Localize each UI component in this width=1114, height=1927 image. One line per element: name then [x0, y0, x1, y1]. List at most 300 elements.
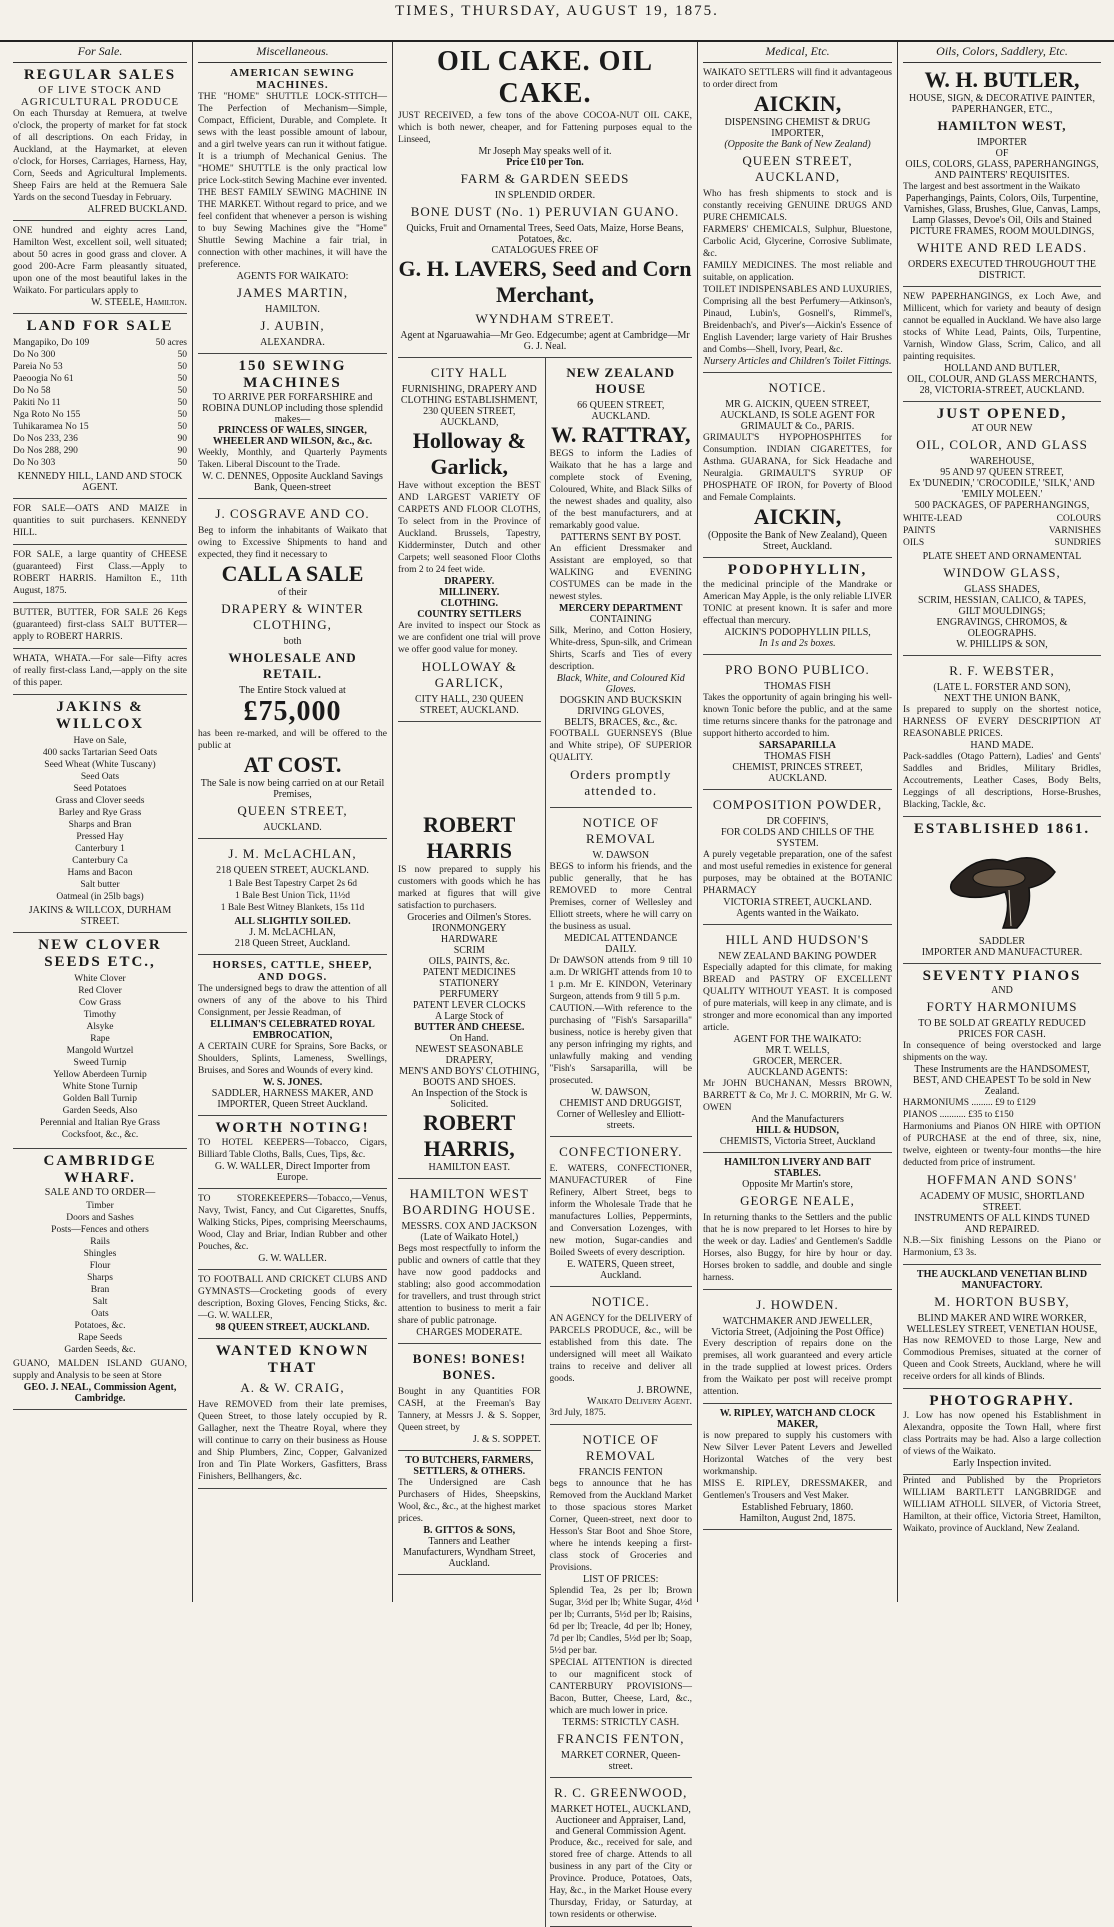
ad-ripley — [703, 1404, 892, 1530]
ad-whata — [13, 649, 187, 695]
ad-subtitle: PAPERHANGER, ETC., — [951, 104, 1053, 115]
scrim: SCRIM, HESSIAN, CALICO, & TAPES, — [918, 595, 1086, 606]
of: of their — [277, 587, 308, 598]
land-row — [13, 421, 187, 433]
ad-title: NOTICE. — [768, 380, 827, 395]
trade: BLIND MAKER AND WIRE WORKER, — [917, 1313, 1087, 1324]
ad-body: BEGS to inform his friends, and the public generally, that he has REMOVED to more Central Premises, corner of Wellesley and Elliott streets, where he will carry on the business as usual. — [549, 862, 692, 932]
reduced: TO BE SOLD AT GREATLY REDUCED PRICES FOR CASH. — [918, 1018, 1086, 1040]
ad-title: THE AUCKLAND VENETIAN BLIND MANUFACTORY. — [916, 1269, 1088, 1291]
ad-just-opened — [903, 402, 1101, 656]
ad-body: Who has fresh shipments to stock and is constantly receiving GENUINE DRUGS AND PURE CHEMICALS. — [703, 189, 892, 223]
ad-webster — [903, 656, 1101, 817]
land-list — [13, 337, 187, 469]
ad-signature: FRANCIS FENTON, — [557, 1731, 685, 1746]
list-item: Cocksfoot, &c., &c. — [61, 1130, 139, 1140]
ad-new-zealand-house — [550, 358, 693, 808]
place: HAMILTON EAST. — [428, 1162, 510, 1173]
ad-signature: B. GITTOS & SONS, — [423, 1525, 516, 1536]
land-row — [13, 445, 187, 457]
ad-butler — [903, 63, 1101, 287]
ad-body: A CERTAIN CURE for Sprains, Sore Backs, or Shoulders, Splints, Lameness, Swellings, Bruises, and Sores and Wounds of every kind. — [198, 1042, 387, 1076]
country: COUNTRY SETTLERS — [417, 609, 522, 620]
land-row — [13, 349, 187, 361]
street: QUEEN STREET, AUCKLAND, — [742, 153, 853, 184]
land-lot: Tuhikaramea No 15 — [13, 422, 89, 432]
ad-photography — [903, 1389, 1101, 1475]
agent-place: ALEXANDRA. — [260, 337, 325, 348]
both: both — [283, 636, 302, 647]
ad-storekeepers — [198, 1189, 387, 1270]
list-item: Rape Seeds — [77, 1333, 123, 1343]
land-lot: Mangapiko, Do 109 — [13, 338, 90, 348]
ad-body: The Undersigned are Cash Purchasers of Hides, Sheepskins, Wool, &c., &c., at the highest market prices. — [398, 1478, 541, 1524]
date: Hamilton, August 2nd, 1875. — [739, 1513, 856, 1524]
ad-title: HAMILTON WEST BOARDING HOUSE. — [402, 1186, 536, 1217]
ad-body: Beg to inform the inhabitants of Waikato that owing to Excessive Shipments to hand and expected, they find it necessary to — [198, 526, 387, 560]
pills: AICKIN'S PODOPHYLLIN PILLS, — [724, 627, 871, 638]
ad-subtitle: DISPENSING CHEMIST & DRUG IMPORTER, — [724, 117, 871, 139]
ad-podophyllin — [703, 558, 892, 655]
nb: N.B.—Six finishing Lessons on the Piano or Harmonium, £3 3s. — [903, 1236, 1101, 1258]
ad-signature-sub: MARKET CORNER, Queen-street. — [560, 1750, 681, 1772]
ad-title: R. F. WEBSTER, — [949, 663, 1055, 678]
goods-row — [903, 513, 1101, 525]
drapery: DRAPERY & WINTER CLOTHING, — [221, 601, 364, 632]
mclachlan-list — [198, 878, 387, 914]
ad-body: In consequence of being overstocked and large shipments on the way. — [903, 1041, 1101, 1063]
ad-signature-sub: ACADEMY OF MUSIC, SHORTLAND STREET. — [919, 1191, 1085, 1213]
address: 95 AND 97 QUEEN STREET, — [940, 467, 1064, 478]
ad-body: The largest and best assortment in the Waikato — [903, 182, 1080, 192]
gilt: GILT MOULDINGS; — [958, 606, 1046, 617]
firm: W. DAWSON — [592, 850, 650, 861]
ad-bones — [398, 1344, 541, 1451]
land-acres: 90 — [177, 446, 187, 456]
ad-body: Produce, &c., received for sale, and stored free of charge. Attends to all business in any part of the City or Province. Produce, Potatoes, Oats, Hay, &c., in the Market House every Thursday, Friday, or Saturday, at town residents or otherwise. — [549, 1838, 692, 1920]
ad-sewing-machines — [198, 63, 387, 354]
family: FAMILY MEDICINES. The most reliable and suitable, on application. — [703, 261, 892, 283]
column-heading: Medical, Etc. — [703, 42, 892, 63]
ad-body: FOR SALE, a large quantity of CHEESE (guaranteed) First Class.—Apply to ROBERT HARRIS. Hamilton E., 11th August, 1875. — [13, 550, 187, 596]
list-item: Golden Ball Turnip — [63, 1094, 137, 1104]
ad-signature: J. M. McLACHLAN, — [249, 927, 336, 938]
price-harmoniums: HARMONIUMS ......... £9 to £129 — [903, 1098, 1036, 1108]
ex: Ex 'DUNEDIN,' 'CROCODILE,' 'SILK,' AND 'EMILY MOLEEN.' — [909, 478, 1095, 500]
land-acres: 50 — [177, 374, 187, 384]
ad-clover — [13, 933, 187, 1149]
ad-signature: GEO. J. NEAL, Commission Agent, Cambridge. — [23, 1382, 177, 1404]
ad-signature: HOLLOWAY & GARLICK, — [421, 659, 517, 690]
ad-signature-sub: CHEMISTS, Victoria Street, Auckland — [719, 1136, 876, 1147]
firm: Holloway & Garlick, — [412, 428, 526, 479]
paint-goods — [903, 513, 1101, 549]
hand-made: HAND MADE. — [970, 740, 1034, 751]
column-oils-colors — [898, 42, 1106, 1602]
ad-body: THE "HOME" SHUTTLE LOCK-STITCH—The Perfection of Mechanism—Simple, Compact, Efficient, Durable, and Complete. It sews with the least possible amount of labour, and a girl twelve years can run it without fatigue. It is a triumph of Mechanical Genius. The "HOME" SHUTTLE is the only practical low price Lock-stitch Sewing Machine ever invented. THE BEST FAMILY SEWING MACHINE IN THE MARKET. Without regard to price, and we feel confident that whenever a person is wishing to buy Sewing Machines give the "Home" Shuttle Sewing Machine a fair trial, in connection with other machines, it will have the preference. — [198, 92, 387, 270]
bone-dust: BONE DUST (No. 1) PERUVIAN GUANO. — [410, 204, 680, 219]
agents-list: Mr JOHN BUCHANAN, Messrs BROWN, BARRETT & Co, Mr J. C. MORRIN, Mr G. W. OWEN — [703, 1079, 892, 1113]
agent-name: JAMES MARTIN, — [236, 285, 349, 300]
place: HAMILTON WEST, — [937, 118, 1067, 133]
ad-body: GRIMAULT'S HYPOPHOSPHITES for Consumption. INDIAN CIGARETTES, for Asthma. GUARANA, for Sick Headache and Neuralgia. GRIMAULT'S SYRUP OF PHOSPHATE OF IRON, for Poverty of Blood and Female Complaints. — [703, 433, 892, 503]
ad-title: J. HOWDEN. — [756, 1297, 839, 1312]
ad-signature: KENNEDY HILL, LAND AND STOCK AGENT. — [17, 471, 183, 493]
center-right — [546, 358, 693, 808]
agents: Agents wanted in the Waikato. — [736, 908, 859, 919]
land-lot: Do No 303 — [13, 458, 56, 468]
ad-title: CONFECTIONERY. — [559, 1144, 683, 1159]
list-heading: LIST OF PRICES: — [583, 1574, 659, 1585]
list-item: Red Clover — [78, 986, 122, 996]
ad-body: Silk, Merino, and Cotton Hosiery, White-dress, Spun-silk, and Crimean Shirts, Scarfs and Ties of every description. — [549, 626, 692, 672]
center-split-2 — [398, 808, 692, 1927]
ad-cosgrave — [198, 499, 387, 839]
scrim: SCRIM — [453, 945, 485, 956]
ad-body: NEW PAPERHANGINGS, ex Loch Awe, and Millicent, which for variety and beauty of design cannot be equalled in Auckland. We have also large stocks of White Lead, Paints, Oils, Turpentine, Varnish, Window Glass, Scrim, Calico, and all painting requisites. — [903, 292, 1101, 362]
ad-title: WANTED KNOWN THAT — [215, 1343, 370, 1376]
lavers: G. H. LAVERS, Seed and Corn Merchant, — [398, 256, 692, 307]
ad-title: AMERICAN SEWING MACHINES. — [230, 67, 355, 91]
ad-butchers — [398, 1451, 541, 1575]
column-heading: Oils, Colors, Saddlery, Etc. — [903, 42, 1101, 63]
ad-signature-sub: CHEMIST AND DRUGGIST, Corner of Wellesley and Elliott-streets. — [556, 1098, 685, 1131]
splendid: IN SPLENDID ORDER. — [494, 190, 596, 201]
list-item: Salt — [92, 1297, 108, 1307]
packages: 500 PACKAGES, OF PAPERHANGINGS, — [914, 500, 1090, 511]
ad-aickin — [703, 63, 892, 373]
land-acres: 50 — [177, 458, 187, 468]
ad-livery-stables — [703, 1153, 892, 1290]
frames: PICTURE FRAMES, ROOM MOULDINGS, — [909, 226, 1095, 237]
ad-intro: WAIKATO SETTLERS will find it advantageous to order direct from — [703, 68, 892, 90]
land-row — [13, 409, 187, 421]
ad-body: FOOTBALL GUERNSEYS (Blue and White stripe), OF SUPERIOR QUALITY. — [549, 729, 692, 763]
nursery: Nursery Articles and Children's Toilet Fittings. — [703, 356, 892, 367]
ad-title: OIL CAKE. OIL CAKE. — [436, 46, 654, 109]
by: Mr Joseph May speaks well of it. — [478, 146, 612, 157]
ad-title: REGULAR SALES — [23, 67, 177, 83]
quick: Quicks, Fruit and Ornamental Trees, Seed Oats, Maize, Horse Beans, Potatoes, &c. — [406, 223, 684, 245]
ad-signature: JAKINS & WILLCOX, DURHAM STREET. — [28, 905, 172, 927]
special: SPECIAL ATTENTION is directed to our magnificent stock of CANTERBURY PROVISIONS—Bacon, Butter, Cheese, Lard, &c., which are much lower in price. — [549, 1658, 692, 1716]
product: SARSAPARILLA — [758, 740, 837, 751]
center-split — [398, 358, 692, 808]
goods-item: OILS — [903, 538, 925, 548]
ironmongery: IRONMONGERY — [432, 923, 507, 934]
land-row — [13, 385, 187, 397]
stock: The Entire Stock valued at — [239, 685, 346, 696]
ad-body: An efficient Dressmaker and Assistant are employed, so that WALKING and EVENING COSTUMES can be made in the newest styles. — [549, 544, 692, 602]
ad-subtitle: WATCHMAKER AND JEWELLER, — [722, 1316, 873, 1327]
by: MESSRS. COX AND JACKSON (Late of Waikato Hotel,) — [401, 1221, 538, 1243]
land-row — [13, 373, 187, 385]
ad-regular-sales — [13, 63, 187, 221]
land-row — [13, 397, 187, 409]
manufacturers: And the Manufacturers — [751, 1114, 844, 1125]
list-item: Doors and Sashes — [66, 1213, 134, 1223]
column-miscellaneous — [193, 42, 393, 1602]
ad-howden — [703, 1290, 892, 1404]
list-item: Flour — [89, 1261, 111, 1271]
items: Paperhangings, Paints, Colors, Oils, Turpentine, Varnishes, Glass, Brushes, Glue, Canvas, Lamps, Lamp Glasses, Devoe's Oil, Oils and Stained — [903, 193, 1101, 226]
ad-horses — [198, 955, 387, 1116]
ad-mclachlan — [198, 839, 387, 955]
of: OF — [995, 148, 1009, 159]
ad-body: AN AGENCY for the DELIVERY of PARCELS PRODUCE, &c., will be established from this date. The undersigned will meet all Waikato trains to receive and deliver all goods. — [549, 1314, 692, 1384]
ad-signature: J. BROWNE, — [637, 1385, 692, 1396]
ad-title: HORSES, CATTLE, SHEEP, AND DOGS. — [212, 959, 373, 983]
street: WYNDHAM STREET. — [475, 311, 615, 326]
ad-body: Have REMOVED from their late premises, Queen Street, to those lately occupied by R. Gallagher, next the Theatre Royal, where they will continue to carry on their business as House and Ship Plumbers, Zinc, Copper, Galvanized Iron and Tin Plate Workers, Gasfitters, Brass Finishers, Bellhangers, &c. — [198, 1400, 387, 1482]
price-pianos: PIANOS ........... £35 to £150 — [903, 1110, 1014, 1120]
center-left-2 — [398, 808, 546, 1927]
ad-established — [903, 817, 1101, 964]
ad-body: Have without exception the BEST AND LARGEST VARIETY OF CARPETS AND FLOOR CLOTHS, To select from in the Province of Auckland. Brussels, Tapestry, Kidderminster, Dutch and other Carpets; well seasoned Floor Cloths from 2 to 24 feet wide. — [398, 481, 541, 575]
ad-removal-dawson — [550, 808, 693, 1137]
soiled: ALL SLIGHTLY SOILED. — [234, 916, 351, 927]
list-item: Cow Grass — [79, 998, 121, 1008]
ad-title: ROBERT HARRIS — [423, 812, 516, 863]
saddle-illustration — [937, 842, 1067, 932]
ad-land-for-sale — [13, 314, 187, 499]
agents-label: AGENTS FOR WAIKATO: — [236, 271, 349, 282]
orders: Orders promptly attended to. — [570, 767, 672, 798]
ad-confectionery — [550, 1137, 693, 1287]
ad-body: TO HOTEL KEEPERS—Tobacco, Cigars, Billiard Table Cloths, Balls, Cues, Tips, &c. — [198, 1138, 387, 1160]
ad-notice-aickin — [703, 373, 892, 558]
ad-signature: G. W. WALLER. — [258, 1253, 327, 1264]
makes: PRINCESS OF WALES, SINGER, WHEELER AND WILSON, &c., &c. — [212, 425, 373, 447]
stock-value: £75,000 — [243, 696, 342, 727]
agent: Agent at Ngaruawahia—Mr Geo. Edgecumbe; agent at Cambridge—Mr G. J. Neal. — [400, 330, 690, 352]
and: AND — [991, 985, 1013, 996]
ad-signature: ROBERT HARRIS, — [423, 1110, 516, 1161]
list-item: Rails — [90, 1237, 110, 1247]
ad-body: TO STOREKEEPERS—Tobacco,—Venus, Navy, Twist, Fancy, and Cut Cigarettes, Snuffs, Walking Sticks, Pipes, comprising Meerschaums, Wood, Clay and Briar, Indian Rubber and other Pouches, &c. — [198, 1194, 387, 1252]
clothing: MEN'S AND BOYS' CLOTHING, — [399, 1066, 540, 1077]
list-item: Seed Oats — [80, 772, 120, 782]
list-item: Garden Seeds, Also — [62, 1106, 138, 1116]
jakins-list — [13, 735, 187, 903]
land-lot: Pakiti No 11 — [13, 398, 61, 408]
ad-title: TO BUTCHERS, FARMERS, SETTLERS, & OTHERS. — [405, 1455, 534, 1477]
auckland-agents: AUCKLAND AGENTS: — [747, 1067, 848, 1078]
list-item: Pressed Hay — [76, 832, 124, 842]
list-item: Salt butter — [80, 880, 120, 890]
list-item: Have on Sale, — [73, 736, 127, 746]
ad-oil-cake — [398, 42, 692, 358]
drapery: DRAPERY. — [444, 576, 495, 587]
perfumery: PERFUMERY — [439, 989, 499, 1000]
window-glass: WINDOW GLASS, — [943, 565, 1061, 580]
ad-title: CITY HALL — [430, 365, 508, 380]
ad-title: SEVENTY PIANOS — [922, 968, 1082, 984]
ad-title: J. COSGRAVE AND CO. — [215, 506, 370, 521]
list-item: Rape — [90, 1034, 110, 1044]
ad-body: Bought in any Quantities FOR CASH, at the Freeman's Bay Tannery, at Messrs J. & S. Sopper, Queen street, by — [398, 1387, 541, 1433]
inspect: An Inspection of the Stock is Solicited. — [411, 1088, 528, 1110]
date: 3rd July, 1875. — [549, 1408, 606, 1418]
list-item: 1 Bale Best Union Tick, 11½d — [235, 891, 350, 901]
ad-body: Weekly, Monthly, and Quarterly Payments Taken. Liberal Discount to the Trade. — [198, 448, 387, 470]
boots: BOOTS AND SHOES. — [422, 1077, 516, 1088]
instruments: INSTRUMENTS OF ALL KINDS TUNED AND REPAIRED. — [914, 1213, 1090, 1235]
ad-title: COMPOSITION POWDER, — [712, 797, 883, 812]
price: Price £10 per Ton. — [506, 157, 584, 168]
firm: M. HORTON BUSBY, — [934, 1294, 1070, 1309]
goods-row — [903, 537, 1101, 549]
call-a-sale: CALL A SALE — [221, 561, 364, 586]
prices: Splendid Tea, 2s per lb; Brown Sugar, 3½d per lb; White Sugar, 4½d per lb; Currants, 5½d per lb; Raisins, 6d per lb; Treacle, 4d per lb; Honey, 7d per lb; Candles, 5½d per lb; Soap, 5½d per bar. — [549, 1586, 692, 1656]
list-item: Oatmeal (in 25lb bags) — [56, 892, 144, 902]
wholesale: WHOLESALE AND RETAIL. — [228, 650, 357, 681]
at-cost: AT COST. — [243, 752, 342, 777]
ad-title: R. C. GREENWOOD, — [554, 1785, 688, 1800]
ad-body: BUTTER, BUTTER, FOR SALE 26 Kegs (guaranteed) first-class SALT BUTTER—apply to ROBERT HARRIS. — [13, 608, 187, 642]
on-hand: On Hand. — [449, 1033, 489, 1044]
engravings: ENGRAVINGS, CHROMOS, & OLEOGRAPHS. — [936, 617, 1068, 639]
ad-body: ONE hundred and eighty acres Land, Hamilton West, excellent soil, well situated; about 50 acres in good grass and clover. A good 200-Acre Farm pleasantly situated, upon one of the most beautiful lakes in the Waikato. For particulars apply to — [13, 226, 187, 296]
ad-title: JAKINS & WILLCOX — [55, 699, 145, 732]
ad-subtitle: TO ARRIVE PER FORFARSHIRE and ROBINA DUNLOP including those splendid makes— — [202, 392, 383, 425]
ad-greenwood — [550, 1778, 693, 1927]
land-lot: Paeoogia No 61 — [13, 374, 74, 384]
ad-subtitle: DR COFFIN'S, — [766, 816, 829, 827]
list-item: 1 Bale Best Tapestry Carpet 2s 6d — [228, 879, 357, 889]
columns — [8, 42, 1106, 1920]
retail: The Sale is now being carried on at our Retail Premises, — [200, 778, 385, 800]
millinery: MILLINERY. — [439, 587, 500, 598]
goods-item: VARNISHES — [1048, 526, 1101, 536]
ad-pro-bono — [703, 655, 892, 790]
wharf-list — [13, 1200, 187, 1356]
ad-title: HILL AND HUDSON'S — [725, 932, 870, 947]
ad-signature: AICKIN, — [753, 504, 842, 529]
ad-subtitle: FURNISHING, DRAPERY AND CLOTHING ESTABLISHMENT, — [400, 384, 538, 406]
drapery: NEWEST SEASONABLE DRAPERY, — [415, 1044, 524, 1066]
address: CITY HALL, 230 QUEEN STREET, AUCKLAND. — [414, 694, 524, 716]
list-item: Yellow Aberdeen Turnip — [53, 1070, 147, 1080]
stationery: STATIONERY — [439, 978, 500, 989]
ad-signature: W. PHILLIPS & SON, — [956, 639, 1048, 650]
ad-land — [13, 221, 187, 314]
firm: W. RATTRAY, — [550, 422, 691, 447]
ad-body: Every description of repairs done on the premises, all work guaranteed and every article in the trade supplied at lowest prices. Orders from the Waikato per post will receive prompt attention. — [703, 1339, 892, 1397]
ad-body: Takes the opportunity of again bringing his well-known Tonic before the public, and at the same time returns sincere thanks for the patronage and support hitherto accorded to him. — [703, 693, 892, 739]
warehouse: WAREHOUSE, — [969, 456, 1035, 467]
list-item: Potatoes, &c. — [74, 1321, 126, 1331]
ad-signature: G. W. WALLER, Direct Importer from Europe. — [214, 1161, 371, 1183]
agent-sub: GROCER, MERCER. — [752, 1056, 843, 1067]
ad-city-hall — [398, 358, 541, 722]
agent-label: AGENT FOR THE WAIKATO: — [733, 1034, 862, 1045]
firm: FRANCIS FENTON — [578, 1467, 663, 1478]
land-acres: 90 — [177, 434, 187, 444]
importer: IMPORTER AND MANUFACTURER. — [921, 947, 1083, 958]
list-item: Barley and Rye Grass — [58, 808, 142, 818]
land-row — [13, 457, 187, 469]
ad-jakins — [13, 695, 187, 933]
ad-title: NOTICE OF REMOVAL — [582, 1432, 660, 1463]
ad-body: BEGS to inform the Ladies of Waikato that he has a large and complete stock of Evening, Coloured, White, and Black Silks of the newest shades and quality, also of the best manufacturers, and at remarkably good value. — [549, 449, 692, 531]
ad-title: AICKIN, — [753, 91, 842, 116]
land-lot: Pareia No 53 — [13, 362, 63, 372]
list-item: White Stone Turnip — [62, 1082, 138, 1092]
list-item: Seed Potatoes — [73, 784, 127, 794]
firm: GEORGE NEALE, — [740, 1193, 855, 1208]
large-stock: A Large Stock of — [435, 1011, 504, 1022]
belts: BELTS, BRACES, &c., &c. — [564, 717, 678, 728]
catalogues: CATALOGUES FREE OF — [491, 245, 599, 256]
ad-body: WHATA, WHATA.—For sale—Fifty acres of really first-class Land,—apply on the site of this paper. — [13, 654, 187, 688]
ad-body: Are invited to inspect our Stock as we are confident one trial will prove we offer good value for money. — [398, 621, 541, 655]
list-item: Seed Wheat (White Tuscany) — [44, 760, 156, 770]
ad-title: 150 SEWING MACHINES — [238, 358, 347, 391]
ad-subtitle: HOUSE, SIGN, & DECORATIVE PAINTER, — [908, 93, 1096, 104]
ad-boarding-house — [398, 1179, 541, 1344]
groceries: Groceries and Oilmen's Stores. — [407, 912, 532, 923]
kid-gloves: Black, White, and Coloured Kid Gloves. — [556, 673, 685, 695]
ad-body: begs to announce that he has Removed from the Auckland Market to those spacious stores Market Corner, Queen-street, next door to Hesson's Star Boot and Shoe Store, where he intends keeping a first-class stock of Groceries and Provisions. — [549, 1479, 692, 1573]
ad-signature-sub: (Opposite the Bank of New Zealand), Queen Street, Auckland. — [707, 530, 888, 552]
ad-title: NOTICE OF REMOVAL — [582, 815, 660, 846]
list-item: Alsyke — [86, 1022, 114, 1032]
hardware: HARDWARE — [440, 934, 498, 945]
list-item: 1 Bale Best Witney Blankets, 15s 11d — [220, 903, 365, 913]
importer: IMPORTER — [977, 137, 1027, 148]
ad-title: ESTABLISHED 1861. — [913, 821, 1091, 837]
ad-oats-maize — [13, 499, 187, 545]
center-left — [398, 358, 546, 808]
ad-signature-sub: OIL, COLOUR, AND GLASS MERCHANTS, 28, VICTORIA-STREET, AUCKLAND. — [907, 374, 1097, 396]
agent-name: MR T. WELLS, — [765, 1045, 830, 1056]
ad-body: JUST RECEIVED, a few tons of the above COCOA-NUT OIL CAKE, which is both newer, cheaper, and for Fattening purposes equal to the Linseed, — [398, 111, 692, 145]
list-item: Timothy — [83, 1010, 117, 1020]
ad-body: J. Low has now opened his Establishment in Alexandra, opposite the Town Hall, where first class Portraits may be had. Also a large collection of views of the Waikato. — [903, 1411, 1101, 1457]
firm: THOMAS FISH — [764, 681, 831, 692]
address: Victoria Street, (Adjoining the Post Office) — [711, 1327, 884, 1338]
shades: GLASS SHADES, — [964, 584, 1040, 595]
address: 218 QUEEN STREET, AUCKLAND. — [216, 865, 369, 876]
column-heading: Miscellaneous. — [198, 42, 387, 63]
ad-title: J. M. McLACHLAN, — [228, 846, 357, 861]
harmoniums: FORTY HARMONIUMS — [926, 999, 1078, 1014]
ad-butter — [13, 603, 187, 649]
list-item: Shingles — [83, 1249, 117, 1259]
boxes: In 1s and 2s boxes. — [759, 638, 836, 649]
center-right-2 — [546, 808, 693, 1927]
ad-pianos — [903, 964, 1101, 1265]
ad-signature: HILL & HUDSON, — [755, 1125, 840, 1136]
ad-title: PODOPHYLLIN, — [727, 562, 868, 578]
ad-body: GUANO, MALDEN ISLAND GUANO, supply and Analysis to be seen at Store — [13, 1359, 187, 1381]
toilet: TOILET INDISPENSABLES AND LUXURIES, Comprising all the best Perfumery—Atkinson's, Pinaud, Lubin's, Gosnell's, Rimmel's, Breidenbach's, and Piver's—Aickin's Essence of English Lavender; large variety of Hair Brushes and Combs—Shell, Ivory, Pearl, &c. — [703, 285, 892, 355]
land-row — [13, 337, 187, 349]
ad-body: Is prepared to supply on the shortest notice, HARNESS OF EVERY DESCRIPTION AT REASONABLE PRICES. — [903, 705, 1101, 739]
city: AUCKLAND. — [263, 822, 322, 833]
column-center — [393, 42, 698, 1920]
ad-cheese — [13, 545, 187, 603]
land-row — [13, 361, 187, 373]
address: 230 QUEEN STREET, AUCKLAND, — [423, 406, 516, 428]
ad-title: JUST OPENED, — [936, 406, 1068, 422]
masthead: TIMES, THURSDAY, AUGUST 19, 1875. — [0, 0, 1114, 42]
ad-body: is now prepared to supply his customers with New Silver Lever Patent Levers and Jewelled Horizontal Watches of the very best workmanship. — [703, 1431, 892, 1477]
ad-title: WORTH NOTING! — [215, 1120, 370, 1136]
doctors: Dr DAWSON attends from 9 till 10 a.m. Dr WRIGHT attends from 10 to 1 p.m. Mr E. KINDON, Veterinary Surgeon, attends from 9 till 5 p.m. — [549, 956, 692, 1002]
ad-signature: J. & S. SOPPET. — [472, 1434, 541, 1445]
